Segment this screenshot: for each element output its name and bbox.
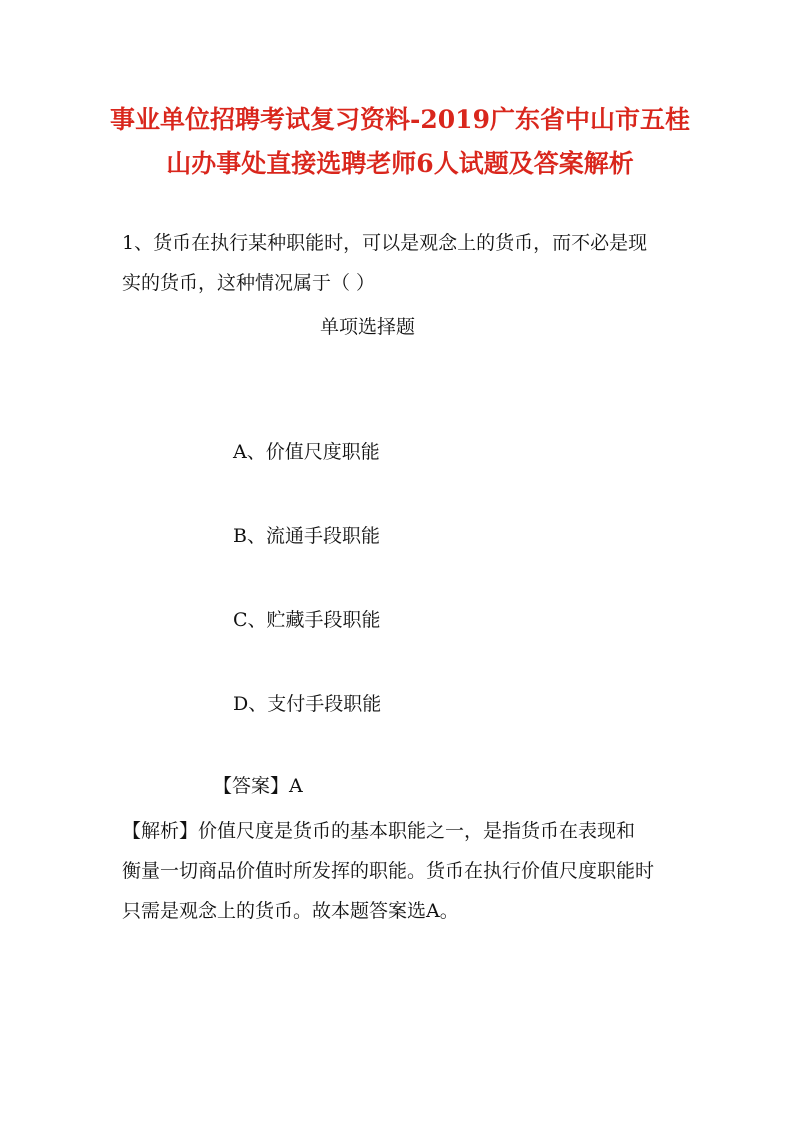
question-text-line-2: 实的货币，这种情况属于（ ） [122,272,376,294]
option-a: A、价值尺度职能 [233,441,380,463]
explanation-line-2: 衡量一切商品价值时所发挥的职能。货币在执行价值尺度职能时 [122,860,655,882]
answer-label: 【答案】A [213,775,303,797]
explanation-line-3: 只需是观念上的货币。故本题答案选A。 [122,900,459,922]
option-b: B、流通手段职能 [233,525,380,547]
question-text-line-1: 1、货币在执行某种职能时，可以是观念上的货币，而不必是现 [122,232,648,254]
option-d: D、支付手段职能 [233,693,382,715]
explanation-line-1: 【解析】价值尺度是货币的基本职能之一，是指货币在表现和 [122,820,636,842]
question-type-label: 单项选择题 [320,316,416,338]
option-c: C、贮藏手段职能 [233,609,381,631]
document-title-line-1: 事业单位招聘考试复习资料-2019广东省中山市五桂 [110,105,690,134]
document-title-line-2: 山办事处直接选聘老师6人试题及答案解析 [166,149,634,178]
